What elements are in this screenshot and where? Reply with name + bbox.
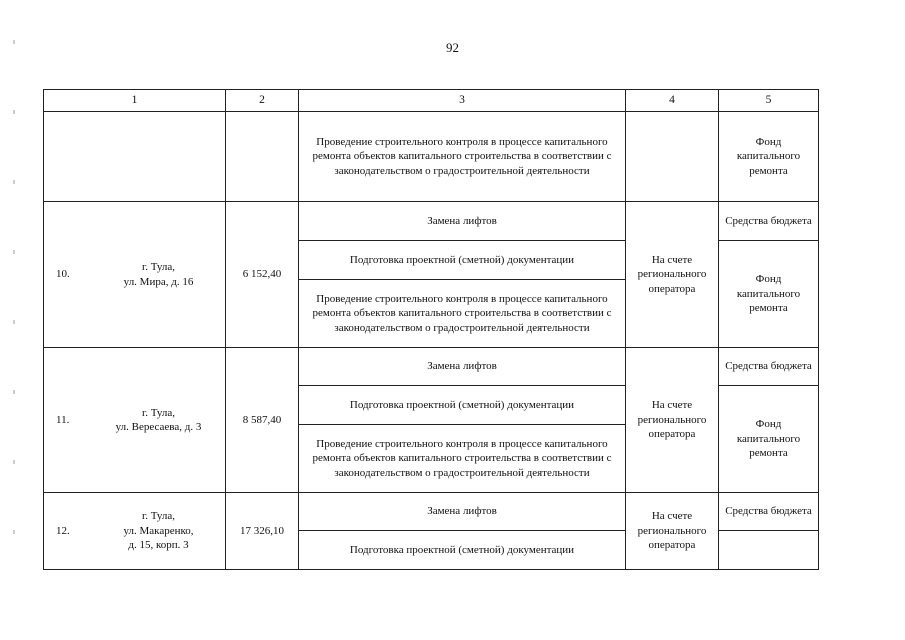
address-street: ул. Мира, д. 16	[123, 275, 194, 288]
address-city: г. Тула,	[141, 406, 176, 419]
header-col-4: 4	[626, 90, 719, 112]
payment-cell-empty	[626, 112, 719, 202]
payment-cell: На счете регионального оператора	[626, 202, 719, 348]
amount-cell: 8 587,40	[226, 348, 299, 493]
work-type-cell: Подготовка проектной (сметной) документации	[299, 241, 626, 280]
address-cell	[44, 348, 226, 493]
address-cell-empty	[44, 112, 226, 202]
source-cell: Фонд капитального ремонта	[719, 112, 819, 202]
table-row	[44, 348, 819, 386]
work-type-cell: Замена лифтов	[299, 202, 626, 241]
work-type-cell: Проведение строительного контроля в процессе капитального ремонта объектов капитального строительства в соответствии с законодательством о градостроительной деятельности	[299, 280, 626, 348]
address-building: д. 15, корп. 3	[128, 539, 189, 552]
amount-cell-empty	[226, 112, 299, 202]
amount-cell: 17 326,10	[226, 493, 299, 570]
source-cell-empty	[719, 531, 819, 570]
source-cell: Фонд капитального ремонта	[719, 241, 819, 348]
payment-cell: На счете регионального оператора	[626, 493, 719, 570]
header-col-1: 1	[44, 90, 226, 112]
source-cell: Средства бюджета	[719, 493, 819, 531]
table-header-row	[44, 90, 819, 112]
payment-cell: На счете регионального оператора	[626, 348, 719, 493]
work-type-cell: Подготовка проектной (сметной) документации	[299, 386, 626, 425]
page-number: 92	[446, 40, 459, 55]
address	[96, 406, 221, 435]
continuation-row	[44, 112, 819, 202]
scan-margin-marks	[13, 40, 15, 600]
table-row	[44, 202, 819, 241]
row-number: 12.	[56, 524, 70, 537]
address-cell	[44, 202, 226, 348]
address-cell	[44, 493, 226, 570]
source-cell: Средства бюджета	[719, 202, 819, 241]
work-type-cell: Проведение строительного контроля в процессе капитального ремонта объектов капитального строительства в соответствии с законодательством о градостроительной деятельности	[299, 112, 626, 202]
source-cell: Средства бюджета	[719, 348, 819, 386]
work-type-cell: Проведение строительного контроля в процессе капитального ремонта объектов капитального строительства в соответствии с законодательством о градостроительной деятельности	[299, 425, 626, 493]
header-col-2: 2	[226, 90, 299, 112]
header-col-3: 3	[299, 90, 626, 112]
table-row	[44, 493, 819, 531]
address-street: ул. Вересаева, д. 3	[115, 421, 202, 433]
address	[96, 260, 221, 289]
work-type-cell: Подготовка проектной (сметной) документации	[299, 531, 626, 570]
address-city: г. Тула,	[141, 261, 176, 273]
row-number: 10.	[56, 268, 70, 281]
address	[96, 509, 221, 553]
repair-works-table	[43, 89, 819, 570]
work-type-cell: Замена лифтов	[299, 493, 626, 531]
address-city: г. Тула,	[141, 510, 176, 523]
work-type-cell: Замена лифтов	[299, 348, 626, 386]
address-street: ул. Макаренко,	[123, 524, 194, 537]
source-cell: Фонд капитального ремонта	[719, 386, 819, 493]
row-number: 11.	[56, 413, 70, 426]
amount-cell: 6 152,40	[226, 202, 299, 348]
header-col-5: 5	[719, 90, 819, 112]
